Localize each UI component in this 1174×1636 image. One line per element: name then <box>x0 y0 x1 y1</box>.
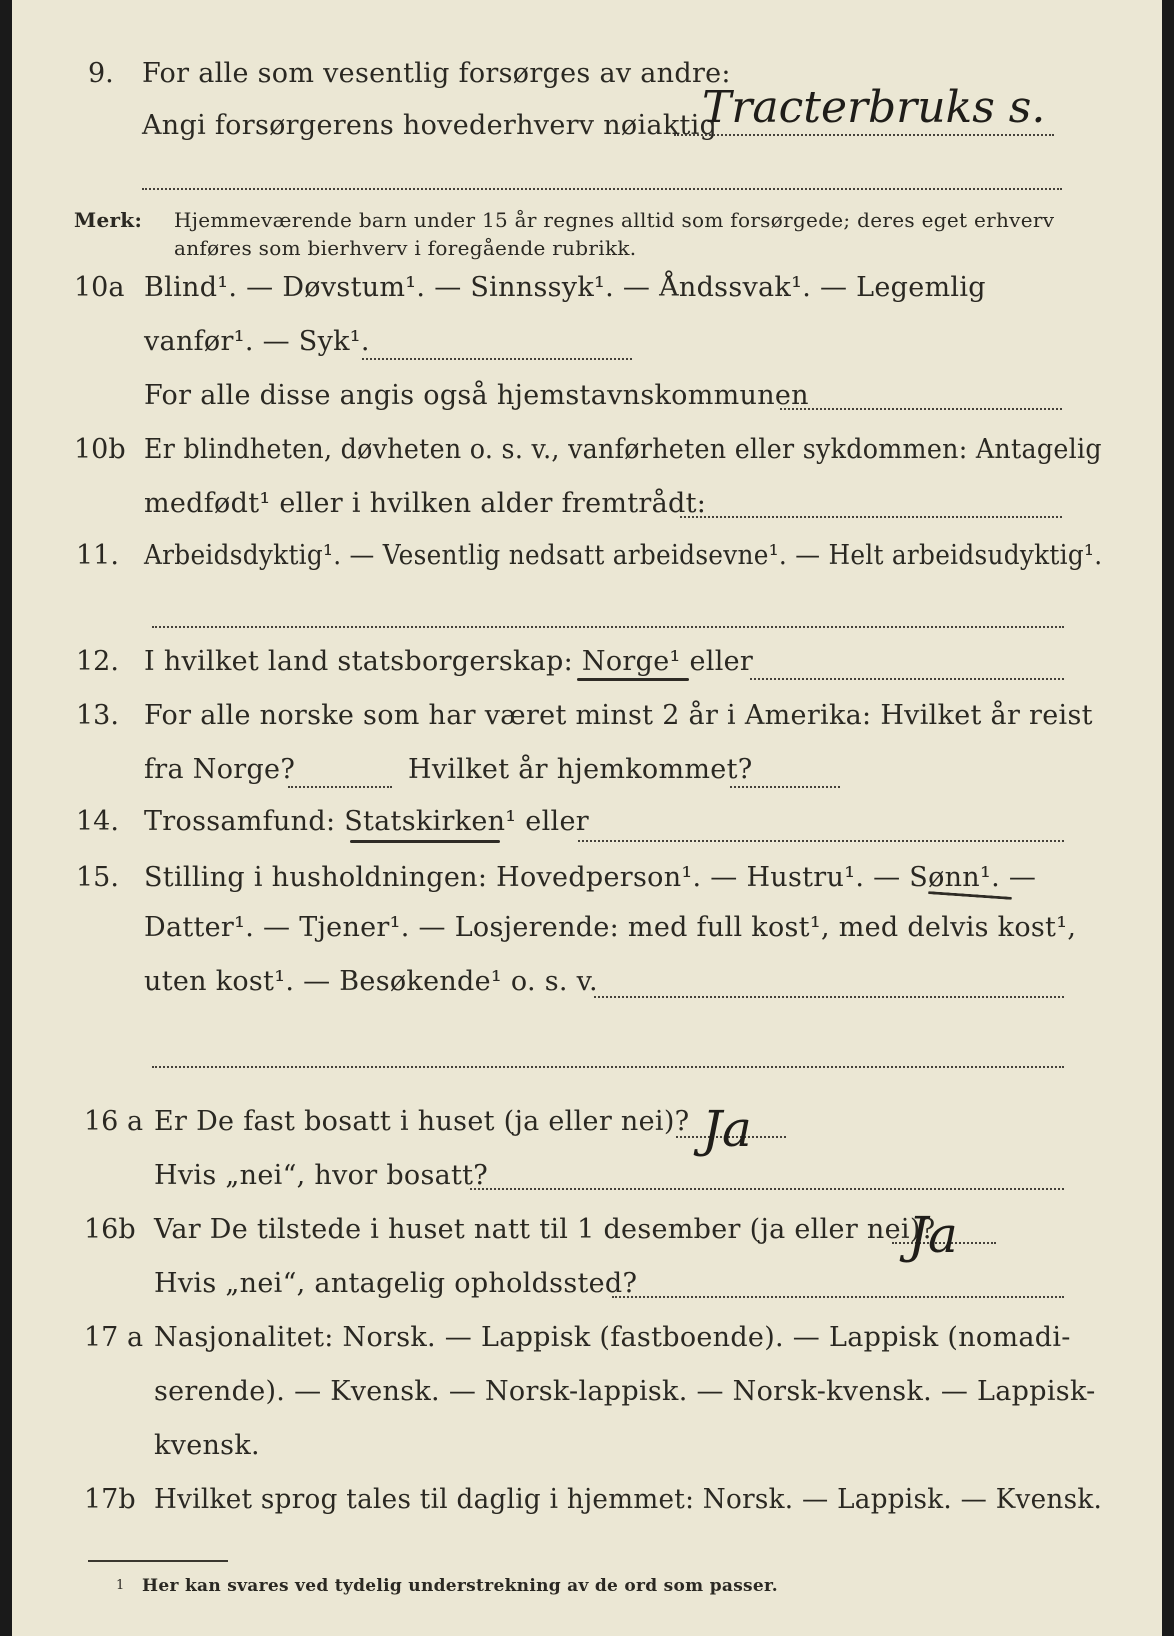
q12-norge-underline <box>577 678 689 681</box>
q16a-residence-line <box>470 1188 1064 1190</box>
q10a-line1: Blind¹. — Døvstum¹. — Sinnssyk¹. — Åndssvak¹. — Legemlig <box>144 272 986 303</box>
q13-line1: For alle norske som har været minst 2 år i Amerika: Hvilket år reist <box>144 700 1093 731</box>
q13-line2b: Hvilket år hjemkommet? <box>408 754 753 785</box>
q15-extra-line <box>152 1066 1064 1068</box>
q10a-number: 10a <box>74 272 125 303</box>
footnote-rule <box>88 1560 228 1562</box>
q10a-municipality-line <box>780 408 1062 410</box>
census-form-page <box>12 0 1162 1636</box>
q10a-line3: For alle disse angis også hjemstavnskommunen <box>144 380 809 411</box>
q10a-answer-line <box>362 358 632 360</box>
q16b-handwritten-answer: Ja <box>908 1206 958 1264</box>
q14-answer-line <box>578 840 1064 842</box>
q13-line2: fra Norge? <box>144 754 296 785</box>
q16b-number: 16b <box>84 1214 136 1245</box>
q9-answer-line <box>674 134 1054 136</box>
q9-line2: Angi forsørgerens hovederhverv nøiaktig <box>142 110 718 141</box>
q12-answer-line <box>750 678 1064 680</box>
q17b-line1: Hvilket sprog tales til daglig i hjemmet: Norsk. — Lappisk. — Kvensk. <box>154 1484 1103 1515</box>
q9-line1: For alle som vesentlig forsørges av andre: <box>142 58 731 89</box>
q14-line1: Trossamfund: Statskirken¹ eller <box>144 806 589 837</box>
q16b-line2: Hvis „nei“, antagelig opholdssted? <box>154 1268 638 1299</box>
q14-number: 14. <box>76 806 119 837</box>
q10b-number: 10b <box>74 434 126 465</box>
q10b-answer-line <box>680 516 1062 518</box>
q16a-handwritten-answer: Ja <box>702 1100 752 1158</box>
q17b-number: 17b <box>84 1484 136 1515</box>
q16b-location-line <box>612 1296 1064 1298</box>
q16a-number: 16 a <box>84 1106 144 1137</box>
footnote-mark: 1 <box>116 1578 125 1593</box>
q16b-line1: Var De tilstede i huset natt til 1 desember (ja eller nei)? <box>154 1214 936 1245</box>
note-line1: Hjemmeværende barn under 15 år regnes alltid som forsørgede; deres eget erhverv <box>174 208 1055 232</box>
q10a-line2: vanfør¹. — Syk¹. <box>144 326 370 357</box>
q16a-line1: Er De fast bosatt i huset (ja eller nei)? <box>154 1106 690 1137</box>
q12-number: 12. <box>76 646 119 677</box>
q9-handwritten-answer: Tracterbruks s. <box>702 82 1046 133</box>
q13-departure-line <box>288 786 392 788</box>
q12-line1: I hvilket land statsborgerskap: Norge¹ eller <box>144 646 754 677</box>
q13-number: 13. <box>76 700 119 731</box>
footnote-text: Her kan svares ved tydelig understrekning av de ord som passer. <box>142 1576 778 1596</box>
q11-line1: Arbeidsdyktig¹. — Vesentlig nedsatt arbeidsevne¹. — Helt arbeidsudyktig¹. <box>144 540 1103 571</box>
note-line2: anføres som bierhverv i foregående rubrikk. <box>174 236 637 260</box>
q11-answer-line <box>152 626 1064 628</box>
q17a-line1: Nasjonalitet: Norsk. — Lappisk (fastboende). — Lappisk (nomadi- <box>154 1322 1071 1353</box>
note-label: Merk: <box>74 208 143 232</box>
q13-return-line <box>730 786 840 788</box>
q11-number: 11. <box>76 540 119 571</box>
q10b-line1: Er blindheten, døvheten o. s. v., vanførheten eller sykdommen: Antagelig <box>144 434 1102 465</box>
q17a-line3: kvensk. <box>154 1430 260 1461</box>
q9-extra-line <box>142 188 1062 190</box>
q17a-line2: serende). — Kvensk. — Norsk-lappisk. — Norsk-kvensk. — Lappisk- <box>154 1376 1096 1407</box>
q16a-line2: Hvis „nei“, hvor bosatt? <box>154 1160 489 1191</box>
q10b-line2: medfødt¹ eller i hvilken alder fremtrådt: <box>144 488 707 519</box>
q15-number: 15. <box>76 862 119 893</box>
q17a-number: 17 a <box>84 1322 144 1353</box>
q14-statskirken-underline <box>350 840 500 843</box>
q15-line3: uten kost¹. — Besøkende¹ o. s. v. <box>144 966 598 997</box>
q15-line2: Datter¹. — Tjener¹. — Losjerende: med full kost¹, med delvis kost¹, <box>144 912 1077 943</box>
q9-number: 9. <box>88 58 114 89</box>
q15-answer-line <box>594 996 1064 998</box>
q15-line1: Stilling i husholdningen: Hovedperson¹. — Hustru¹. — Sønn¹. — <box>144 862 1037 893</box>
